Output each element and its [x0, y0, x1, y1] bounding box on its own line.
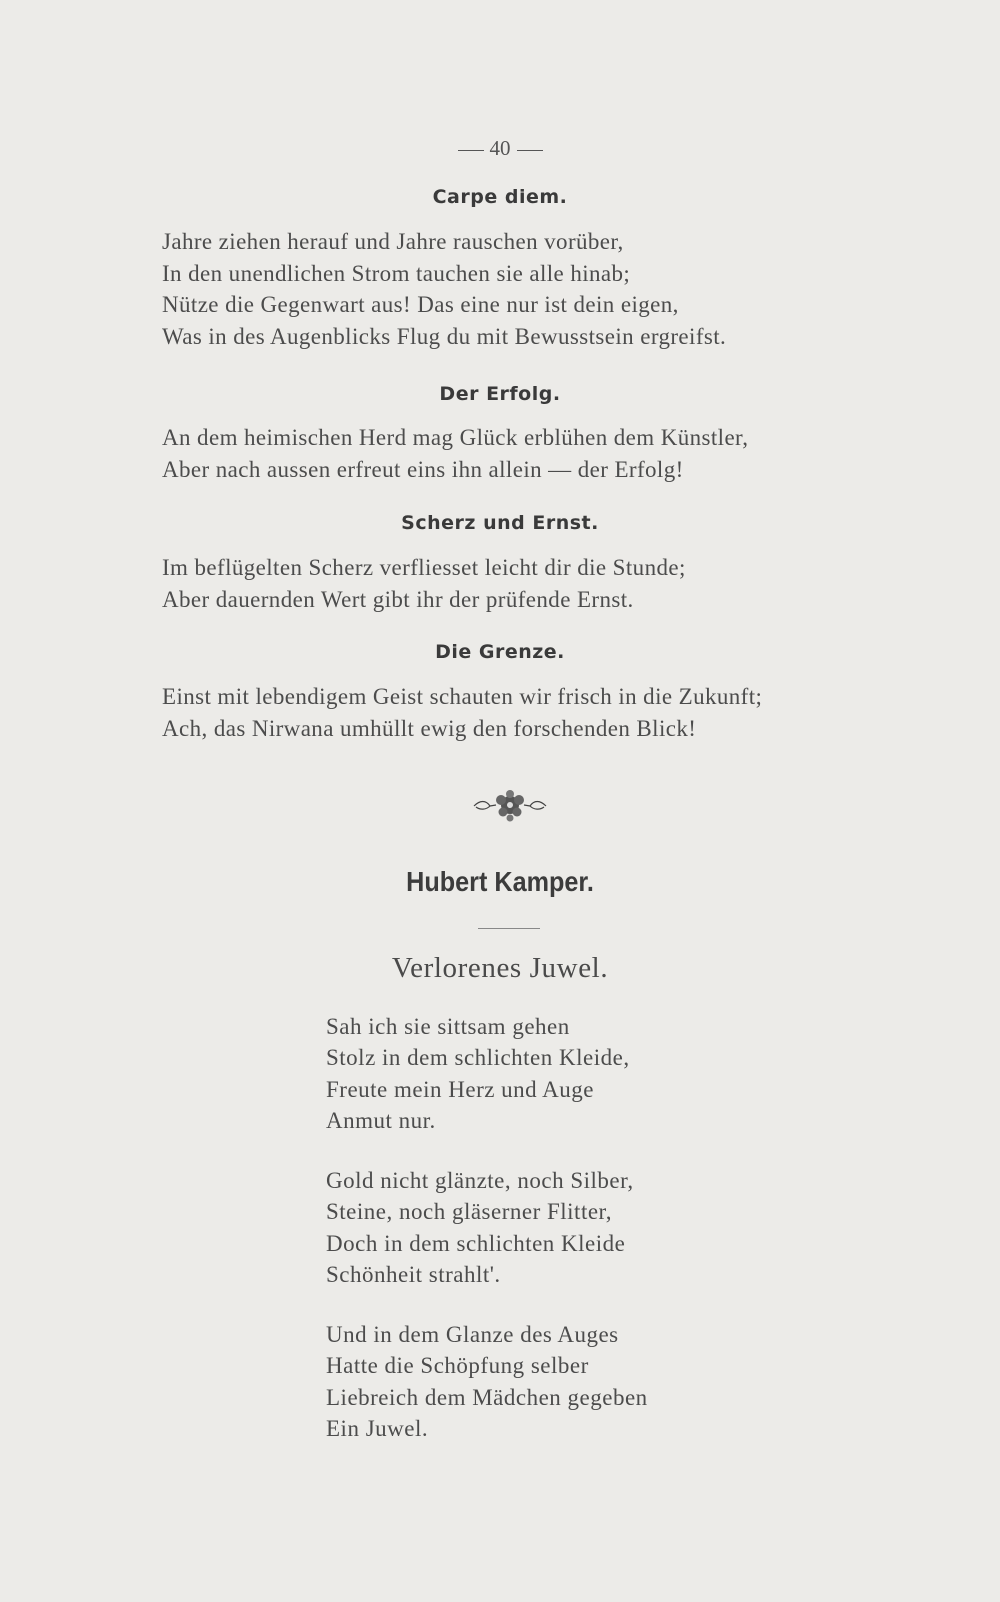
verse-line: Und in dem Glanze des Auges [326, 1322, 619, 1347]
poem-title: Verlorenes Juwel. [391, 952, 609, 984]
verse-line: Ein Juwel. [326, 1415, 429, 1441]
verse-line: Hatte die Schöpfung selber [326, 1353, 589, 1379]
verse-line: Einst mit lebendigem Geist schauten wir frisch in die Zukunft; [162, 684, 763, 709]
page-number: 40 [0, 136, 1000, 161]
verse-line: Anmut nur. [326, 1107, 436, 1133]
divider-rule [478, 928, 540, 929]
verse-line: Jahre ziehen herauf und Jahre rauschen vorüber, [162, 229, 624, 254]
author-name: Hubert Kamper. [406, 866, 594, 897]
verse-line: Stolz in dem schlichten Kleide, [326, 1045, 630, 1071]
verse-line: Gold nicht glänzte, noch Silber, [326, 1168, 634, 1193]
verse-line: Im beflügelten Scherz verfliesset leicht dir die Stunde; [162, 555, 686, 580]
verse-line: Steine, noch gläserner Flitter, [326, 1199, 613, 1225]
verse-line: Aber nach aussen erfreut eins ihn allein — der Erfolg! [162, 456, 684, 482]
verse-line: Schönheit strahlt'. [326, 1261, 501, 1287]
epigram-title: Der Erfolg. [439, 383, 561, 405]
poem-stanza [326, 1165, 826, 1290]
verse-line: Liebreich dem Mädchen gegeben [326, 1384, 648, 1410]
epigram-title: Die Grenze. [435, 641, 565, 663]
verse-line: Was in des Augenblicks Flug du mit Bewusstsein ergreifst. [162, 323, 727, 349]
epigram-verse [162, 681, 922, 744]
verse-line: Doch in dem schlichten Kleide [326, 1230, 626, 1256]
verse-line: Ach, das Nirwana umhüllt ewig den forschenden Blick! [162, 715, 697, 741]
epigram-verse [162, 552, 922, 615]
epigram-verse [162, 422, 922, 485]
epigram-title: Carpe diem. [432, 186, 568, 208]
epigram-verse [162, 226, 922, 352]
verse-line: Aber dauernden Wert gibt ihr der prüfende Ernst. [162, 586, 634, 612]
page-number-dash-left [458, 150, 484, 151]
poem-stanza [326, 1319, 826, 1444]
verse-line: In den unendlichen Strom tauchen sie alle hinab; [162, 260, 631, 286]
verse-line: An dem heimischen Herd mag Glück erblühen dem Künstler, [162, 425, 749, 450]
floral-ornament-icon [470, 788, 550, 824]
epigram-title: Scherz und Ernst. [401, 512, 599, 534]
poem-stanza [326, 1011, 826, 1136]
page-number-dash-right [517, 150, 543, 151]
verse-line: Freute mein Herz und Auge [326, 1076, 594, 1102]
verse-line: Sah ich sie sittsam gehen [326, 1014, 570, 1039]
verse-line: Nütze die Gegenwart aus! Das eine nur ist dein eigen, [162, 292, 679, 317]
